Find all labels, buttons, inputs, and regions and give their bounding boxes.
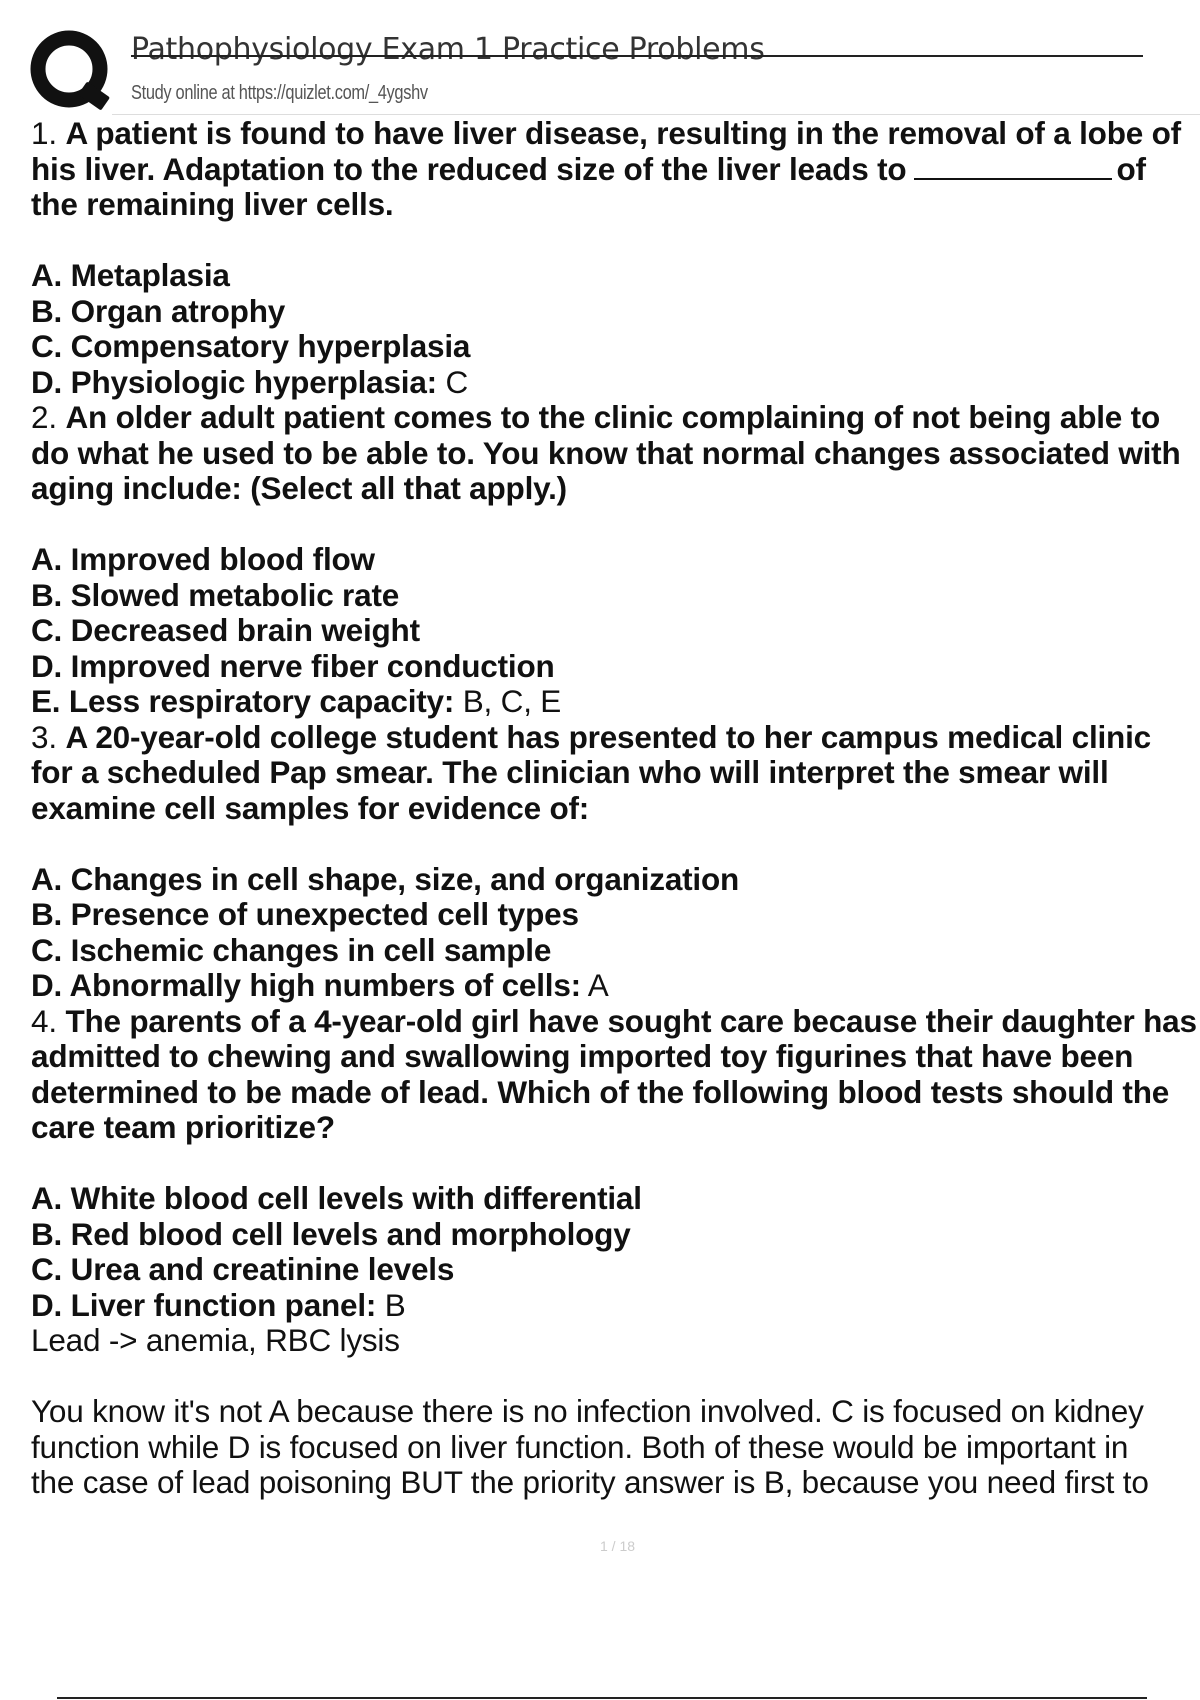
q4-option-c: C. Urea and creatinine levels [31, 1251, 455, 1287]
question-4-line-1: 4. The parents of a 4-year-old girl have sought care because their daughter has [31, 1002, 1197, 1039]
q2-option-a: A. Improved blood flow [31, 541, 375, 577]
q3-option-c: C. Ischemic changes in cell sample [31, 931, 552, 968]
q3-option-b: B. Presence of unexpected cell types [31, 896, 579, 932]
q2-answer: B, C, E [462, 683, 562, 719]
q1-option-c: C. Compensatory hyperplasia [31, 328, 471, 364]
question-2-line-2: do what he used to be able to. You know that normal changes associated with [31, 434, 1181, 471]
q1-answer: C [445, 363, 469, 400]
q4-option-a: A. White blood cell levels with differential [31, 1180, 642, 1216]
q3-answer: A [587, 967, 609, 1003]
page-number: 1 / 18 [600, 1538, 636, 1554]
question-4-line-4: care team prioritize? [31, 1109, 335, 1145]
q2-option-b: B. Slowed metabolic rate [31, 576, 400, 613]
question-2-line-3: aging include: (Select all that apply.) [31, 470, 567, 506]
questions-body [31, 116, 1200, 1501]
q1-option-d: D. Physiologic hyperplasia: C [31, 363, 469, 400]
q3-option-a: A. Changes in cell shape, size, and organization [31, 860, 740, 897]
title-strike-line [131, 55, 1143, 57]
q3-option-d: D. Abnormally high numbers of cells: A [31, 967, 609, 1003]
q4-explanation-line-1: You know it's not A because there is no infection involved. C is focused on kidney [31, 1393, 1144, 1429]
question-4-line-2: admitted to chewing and swallowing imported toy figurines that have been [31, 1038, 1134, 1074]
question-1-line-2: his liver. Adaptation to the reduced size of the liver leads to of [31, 150, 1146, 187]
question-3-line-1: 3. A 20-year-old college student has presented to her campus medical clinic [31, 718, 1151, 755]
q4-note: Lead -> anemia, RBC lysis [31, 1322, 400, 1358]
q1-option-b: B. Organ atrophy [31, 292, 286, 329]
question-1-line-3: the remaining liver cells. [31, 186, 394, 222]
q4-option-d: D. Liver function panel: B [31, 1286, 406, 1323]
q2-option-d: D. Improved nerve fiber conduction [31, 647, 555, 684]
q4-explanation-line-3: the case of lead poisoning BUT the priority answer is B, because you need first to [31, 1464, 1149, 1500]
question-4-line-3: determined to be made of lead. Which of the following blood tests should the [31, 1073, 1170, 1110]
question-2-line-1: 2. An older adult patient comes to the clinic complaining of not being able to [31, 399, 1160, 435]
q2-option-c: C. Decreased brain weight [31, 612, 420, 648]
footer-divider [57, 1697, 1147, 1699]
question-3-line-3: examine cell samples for evidence of: [31, 789, 590, 826]
document-title: Pathophysiology Exam 1 Practice Problems [131, 32, 765, 67]
q4-answer: B [384, 1286, 406, 1323]
q4-explanation-line-2: function while D is focused on liver function. Both of these would be important in [31, 1428, 1129, 1465]
study-online-link[interactable]: Study online at https://quizlet.com/_4ygshv [131, 82, 428, 104]
quizlet-logo-icon [30, 30, 112, 112]
q4-option-b: B. Red blood cell levels and morphology [31, 1215, 631, 1252]
q1-option-a: A. Metaplasia [31, 257, 230, 293]
q2-option-e: E. Less respiratory capacity: B, C, E [31, 683, 562, 719]
question-3-line-2: for a scheduled Pap smear. The clinician who will interpret the smear will [31, 754, 1109, 790]
answer-blank [914, 152, 1112, 180]
question-1-line-1: 1. A patient is found to have liver disease, resulting in the removal of a lobe of [31, 115, 1181, 151]
